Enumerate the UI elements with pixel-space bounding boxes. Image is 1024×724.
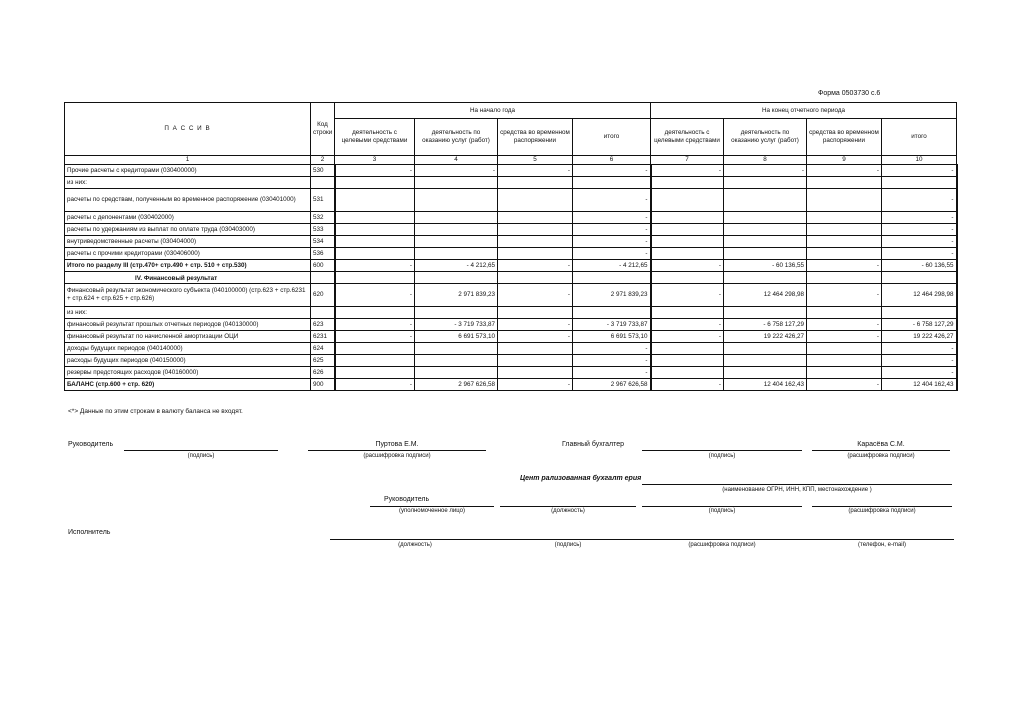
balance-table (64, 102, 958, 391)
cell-c6: - (573, 248, 651, 260)
cell-c7 (651, 189, 724, 212)
row-label: внутриведомственные расчеты (030404000) (65, 236, 311, 248)
cell-c3: - (335, 379, 415, 391)
cell-c3 (335, 355, 415, 367)
row-label: из них: (65, 177, 311, 189)
head-sign-caption: (подпись) (187, 453, 215, 459)
row-label: финансовый результат прошлых отчетных периодов (040130000) (65, 319, 311, 331)
col-number: 2 (311, 156, 335, 165)
cell-c9: - (807, 319, 882, 331)
cell-c7: - (651, 379, 724, 391)
cell-c3 (335, 189, 415, 212)
table-row (65, 189, 957, 212)
cell-c5: - (498, 260, 573, 272)
table-row (65, 284, 957, 307)
cell-c7: - (651, 319, 724, 331)
chief-accountant-label: Главный бухгалтер (562, 441, 624, 448)
cell-c3 (335, 236, 415, 248)
table-row (65, 331, 957, 343)
cell-c6 (573, 177, 651, 189)
table-row (65, 319, 957, 331)
cell-c3 (335, 212, 415, 224)
row-label: из них: (65, 307, 311, 319)
row-code: 623 (311, 319, 335, 331)
cell-c5: - (498, 319, 573, 331)
cell-c3: - (335, 331, 415, 343)
cell-c10 (882, 307, 957, 319)
row-code: 624 (311, 343, 335, 355)
header-passiv: П А С С И В (65, 103, 311, 156)
row-code (311, 177, 335, 189)
cell-c9 (807, 355, 882, 367)
cell-c9 (807, 212, 882, 224)
cell-c6: - (573, 224, 651, 236)
cell-c4: 2 971 839,23 (415, 284, 498, 307)
cell-c4 (415, 236, 498, 248)
row-code: 531 (311, 189, 335, 212)
cell-c7: - (651, 284, 724, 307)
row-label: Финансовый результат экономического субъекта (040100000) (стр.623 + стр.6231 + стр.624 + стр.625 + стр.626) (65, 284, 311, 307)
cell-c9 (807, 189, 882, 212)
row-code: 532 (311, 212, 335, 224)
header-col: средства во временном распоряжении (807, 119, 882, 156)
cell-c8 (724, 236, 807, 248)
head-label: Руководитель (68, 441, 114, 448)
position-caption: (должность) (551, 508, 585, 514)
cell-c5: - (498, 331, 573, 343)
cell-c4 (415, 367, 498, 379)
cell-c7 (651, 212, 724, 224)
cell-c4 (415, 355, 498, 367)
executor-phone-caption: (телефон, e-mail) (858, 542, 906, 548)
cell-c10: 12 464 298,98 (882, 284, 957, 307)
table-row (65, 224, 957, 236)
cell-c9: - (807, 284, 882, 307)
cell-c7 (651, 343, 724, 355)
cell-c6: - (573, 212, 651, 224)
cell-c3 (335, 343, 415, 355)
head-name: Пуртова Е.М. (375, 441, 419, 448)
executor-name-caption: (расшифровка подписи) (688, 542, 756, 548)
cell-c8: - (724, 165, 807, 177)
cell-c4 (415, 212, 498, 224)
cell-c3 (335, 224, 415, 236)
footnote: <*> Данные по этим строкам в валюту баланса не входят. (68, 408, 243, 415)
cell-c9 (807, 307, 882, 319)
cell-c7: - (651, 260, 724, 272)
cell-c6: - (573, 165, 651, 177)
row-code: 626 (311, 367, 335, 379)
executor-sign-caption: (подпись) (554, 542, 582, 548)
row-label: финансовый результат по начисленной амортизации ОЦИ (65, 331, 311, 343)
head-name-caption: (расшифровка подписи) (363, 453, 431, 459)
executor-label: Исполнитель (68, 529, 111, 536)
cell-c6: - 3 719 733,87 (573, 319, 651, 331)
table-row (65, 343, 957, 355)
row-label: Прочие расчеты с кредиторами (030400000) (65, 165, 311, 177)
row-label: расчеты с прочими кредиторами (030406000) (65, 248, 311, 260)
cell-c8: - 6 758 127,29 (724, 319, 807, 331)
table-row (65, 355, 957, 367)
cell-c5: - (498, 284, 573, 307)
cell-c5 (498, 177, 573, 189)
executor-position-caption: (должность) (398, 542, 432, 548)
cell-c4 (415, 224, 498, 236)
cell-c6: - (573, 355, 651, 367)
row-label: расходы будущих периодов (040150000) (65, 355, 311, 367)
cell-c8 (724, 343, 807, 355)
cell-c4: 2 967 626,58 (415, 379, 498, 391)
row-code: 533 (311, 224, 335, 236)
row-label: доходы будущих периодов (040140000) (65, 343, 311, 355)
cell-c7 (651, 177, 724, 189)
cell-c5 (498, 236, 573, 248)
cell-c7 (651, 307, 724, 319)
section4-header (65, 272, 957, 284)
row-code: 6231 (311, 331, 335, 343)
table-row (65, 236, 957, 248)
cell-c4 (415, 177, 498, 189)
cell-c10: - (882, 189, 957, 212)
chief-name-caption: (расшифровка подписи) (847, 453, 915, 459)
table-row (65, 307, 957, 319)
cell-c4: - 3 719 733,87 (415, 319, 498, 331)
col-number: 8 (724, 156, 807, 165)
row-label: БАЛАНС (стр.600 + стр. 620) (65, 379, 311, 391)
cell-c10: - (882, 248, 957, 260)
section4-title: IV. Финансовый результат (65, 272, 311, 284)
cell-c9: - (807, 165, 882, 177)
cell-c8: 12 404 162,43 (724, 379, 807, 391)
cell-c10: - 6 758 127,29 (882, 319, 957, 331)
cell-c7 (651, 236, 724, 248)
cell-c7 (651, 367, 724, 379)
cell-c5 (498, 212, 573, 224)
cell-c7: - (651, 331, 724, 343)
cell-c4 (415, 343, 498, 355)
cell-c6: - (573, 367, 651, 379)
col-number: 10 (882, 156, 957, 165)
cell-c7 (651, 248, 724, 260)
sign-caption: (подпись) (708, 508, 736, 514)
header-col: деятельность с целевыми средствами (335, 119, 415, 156)
header-col: деятельность с целевыми средствами (651, 119, 724, 156)
cell-c10: - (882, 165, 957, 177)
cell-c10: - (882, 355, 957, 367)
col-number: 7 (651, 156, 724, 165)
row-code: 530 (311, 165, 335, 177)
cell-c3 (335, 307, 415, 319)
header-col: средства во временном распоряжении (498, 119, 573, 156)
cell-c5: - (498, 165, 573, 177)
cell-c3: - (335, 165, 415, 177)
cell-c6: - 4 212,65 (573, 260, 651, 272)
cell-c8 (724, 224, 807, 236)
cell-c10: 19 222 426,27 (882, 331, 957, 343)
cell-c6: 2 967 626,58 (573, 379, 651, 391)
cell-c8: 19 222 426,27 (724, 331, 807, 343)
cell-c6: - (573, 189, 651, 212)
cell-c9 (807, 224, 882, 236)
row-code: 534 (311, 236, 335, 248)
header-code: Код строки (311, 103, 335, 156)
row-code: 620 (311, 284, 335, 307)
cell-c4: - (415, 165, 498, 177)
cell-c5 (498, 367, 573, 379)
table-row (65, 212, 957, 224)
cell-c9: - (807, 260, 882, 272)
cell-c10: - (882, 212, 957, 224)
chief-name: Карасёва С.М. (857, 441, 905, 448)
cell-c3 (335, 248, 415, 260)
row-code: 625 (311, 355, 335, 367)
cell-c6: 6 691 573,10 (573, 331, 651, 343)
cell-c5 (498, 189, 573, 212)
cell-c8 (724, 367, 807, 379)
cell-c9: - (807, 331, 882, 343)
cell-c3: - (335, 284, 415, 307)
header-start-period: На начало года (335, 103, 651, 119)
cell-c7: - (651, 165, 724, 177)
cell-c8 (724, 212, 807, 224)
section4-rows (65, 284, 957, 391)
cell-c6: - (573, 236, 651, 248)
authorized-caption: (уполномоченное лицо) (399, 508, 465, 514)
row-code (311, 307, 335, 319)
cell-c5 (498, 307, 573, 319)
accounting-center-caption: (наименование ОГРН, ИНН, КПП, местонахождение ) (722, 487, 872, 493)
cell-c10: - (882, 343, 957, 355)
cell-c8 (724, 177, 807, 189)
cell-c3 (335, 177, 415, 189)
cell-c5 (498, 248, 573, 260)
cell-c9 (807, 177, 882, 189)
row-label: расчеты по средствам, полученным во временное распоряжение (030401000) (65, 189, 311, 212)
cell-c5: - (498, 379, 573, 391)
col-number: 6 (573, 156, 651, 165)
header-col: деятельность по оказанию услуг (работ) (724, 119, 807, 156)
cell-c10: 12 404 162,43 (882, 379, 957, 391)
cell-c4 (415, 248, 498, 260)
form-code: Форма 0503730 с.6 (818, 90, 881, 97)
cell-c6: 2 971 839,23 (573, 284, 651, 307)
col-number: 4 (415, 156, 498, 165)
table-row (65, 165, 957, 177)
cell-c6 (573, 307, 651, 319)
cell-c9 (807, 343, 882, 355)
cell-c5 (498, 224, 573, 236)
cell-c7 (651, 224, 724, 236)
header-col: деятельность по оказанию услуг (работ) (415, 119, 498, 156)
header-col: итого (882, 119, 957, 156)
table-row (65, 260, 957, 272)
header-col: итого (573, 119, 651, 156)
cell-c8 (724, 307, 807, 319)
cell-c5 (498, 343, 573, 355)
cell-c3 (335, 367, 415, 379)
cell-c10: - (882, 236, 957, 248)
cell-c3: - (335, 260, 415, 272)
cell-c10 (882, 177, 957, 189)
row-code: 536 (311, 248, 335, 260)
cell-c8 (724, 248, 807, 260)
table-row (65, 379, 957, 391)
row-label: расчеты по удержаниям из выплат по оплате труда (030403000) (65, 224, 311, 236)
col-number: 1 (65, 156, 311, 165)
cell-c4: - 4 212,65 (415, 260, 498, 272)
center-head-label: Руководитель (384, 496, 430, 503)
cell-c6: - (573, 343, 651, 355)
chief-sign-caption: (подпись) (708, 453, 736, 459)
cell-c9 (807, 248, 882, 260)
cell-c7 (651, 355, 724, 367)
accounting-center-name: Цент рализованная бухгалт ерия (520, 475, 642, 482)
col-number: 3 (335, 156, 415, 165)
row-code: 600 (311, 260, 335, 272)
cell-c4 (415, 189, 498, 212)
table-row (65, 248, 957, 260)
col-number: 9 (807, 156, 882, 165)
row-label: расчеты с депонентами (030402000) (65, 212, 311, 224)
name-caption: (расшифровка подписи) (848, 508, 916, 514)
table-row (65, 177, 957, 189)
cell-c9 (807, 236, 882, 248)
row-label: резервы предстоящих расходов (040160000) (65, 367, 311, 379)
cell-c8: 12 464 298,98 (724, 284, 807, 307)
section3-rows (65, 165, 957, 272)
table-row (65, 367, 957, 379)
col-number: 5 (498, 156, 573, 165)
cell-c8 (724, 189, 807, 212)
cell-c9 (807, 367, 882, 379)
cell-c8: - 60 136,55 (724, 260, 807, 272)
cell-c4: 6 691 573,10 (415, 331, 498, 343)
row-code: 900 (311, 379, 335, 391)
cell-c10: - (882, 367, 957, 379)
cell-c5 (498, 355, 573, 367)
cell-c9: - (807, 379, 882, 391)
row-label: Итого по разделу III (стр.470+ стр.490 + стр. 510 + стр.530) (65, 260, 311, 272)
cell-c8 (724, 355, 807, 367)
cell-c3: - (335, 319, 415, 331)
cell-c4 (415, 307, 498, 319)
cell-c10: - 60 136,55 (882, 260, 957, 272)
cell-c10: - (882, 224, 957, 236)
header-end-period: На конец отчетного периода (651, 103, 957, 119)
